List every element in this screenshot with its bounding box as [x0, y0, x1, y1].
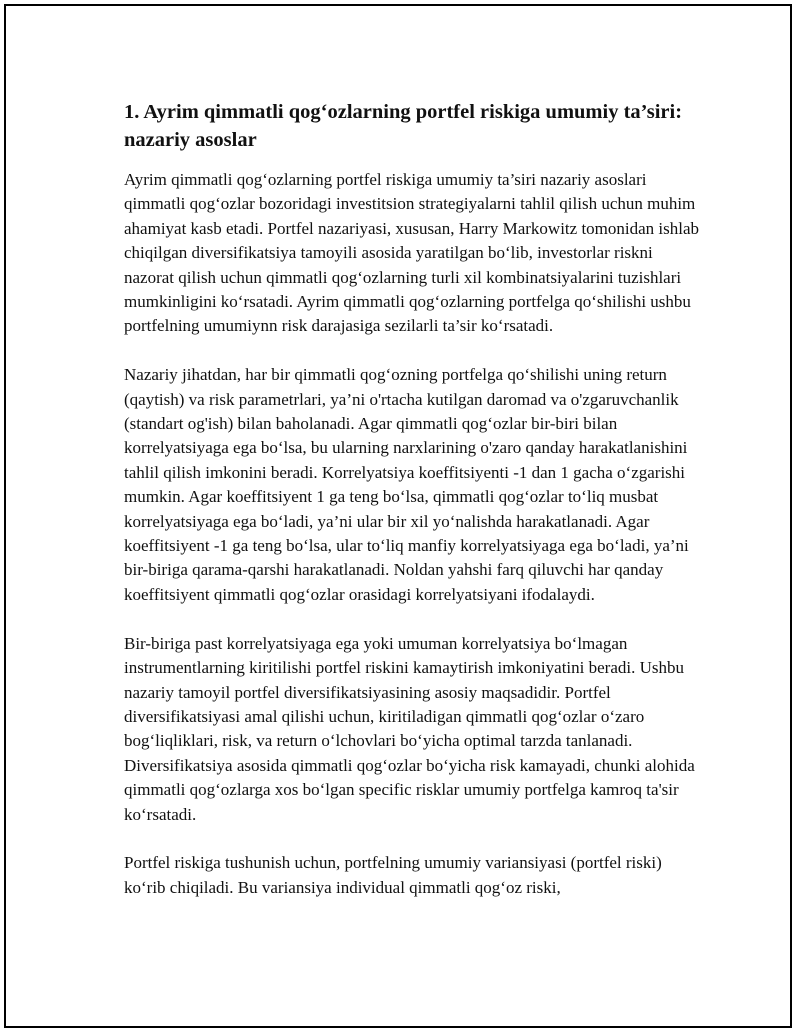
section-heading: 1. Ayrim qimmatli qog‘ozlarning portfel riskiga umumiy ta’siri: nazariy asoslar — [124, 101, 683, 151]
page-frame — [4, 4, 792, 1028]
paragraph-4: Portfel riskiga tushunish uchun, portfelning umumiy variansiyasi (portfel riski) ko‘rib chiqiladi. Bu variansiya individual qimmatli qog‘oz riski, — [124, 853, 662, 897]
paragraph-3: Bir-biriga past korrelyatsiyaga ega yoki umuman korrelyatsiya bo‘lmagan instrumentlarning kiritilishi portfel riskini kamaytirish imkoniyatini beradi. Ushbu nazariy tamoyil portfel diversifikatsiyasining asosiy maqsadidir. Portfel diversifikatsiyasi amal qilishi uchun, kiritiladigan qimmatli qog‘ozlar o‘zaro bog‘liqliklari, risk, va return o‘lchovlari bo‘yicha optimal tarzda tanlanadi. Diversifikatsiya asosida qimmatli qog‘ozlar bo‘yicha risk kamayadi, chunki alohida qimmatli qog‘ozlarga xos bo‘lgan specific risklar umumiy portfelga kamroq ta'sir ko‘rsatadi. — [124, 633, 695, 824]
paragraph-2: Nazariy jihatdan, har bir qimmatli qog‘ozning portfelga qo‘shilishi uning return (qaytish) va risk parametrlari, ya’ni o'rtacha kutilgan daromad va o'zgaruvchanlik (standart og'ish) bilan baholanadi. Agar qimmatli qog‘ozlar bir-biri bilan korrelyatsiyaga ega bo‘lsa, bu ularning narxlarining o'zaro qanday harakatlanishini tahlil qilish imkonini beradi. Korrelyatsiya koeffitsiyenti -1 dan 1 gacha o‘zgarishi mumkin. Agar koeffitsiyent 1 ga teng bo‘lsa, qimmatli qog‘ozlar to‘liq musbat korrelyatsiyaga ega bo‘ladi, ya’ni ular bir xil yo‘nalishda harakatlanadi. Agar koeffitsiyent -1 ga teng bo‘lsa, ular to‘liq manfiy korrelyatsiyaga ega bo‘ladi, ya’ni bir-biriga qarama-qarshi harakatlanadi. Noldan yahshi farq qiluvchi har qanday koeffitsiyent qimmatli qog‘ozlar orasidagi korrelyatsiyani ifodalaydi. — [124, 365, 689, 604]
document-body — [124, 98, 706, 925]
paragraph-1: Ayrim qimmatli qog‘ozlarning portfel riskiga umumiy ta’siri nazariy asoslari qimmatli qog‘ozlar bozoridagi investitsion strategiyalarni tahlil qilish uchun muhim ahamiyat kasb etadi. Portfel nazariyasi, xususan, Harry Markowitz tomonidan ishlab chiqilgan diversifikatsiya tamoyili asosida yaratilgan bo‘lib, investorlar riskni nazorat qilish uchun qimmatli qog‘ozlarning turli xil kombinatsiyalarini tuzishlari mumkinligini ko‘rsatadi. Ayrim qimmatli qog‘ozlarning portfelga qo‘shilishi ushbu portfelning umumiynn risk darajasiga sezilarli ta’sir ko‘rsatadi. — [124, 170, 700, 336]
